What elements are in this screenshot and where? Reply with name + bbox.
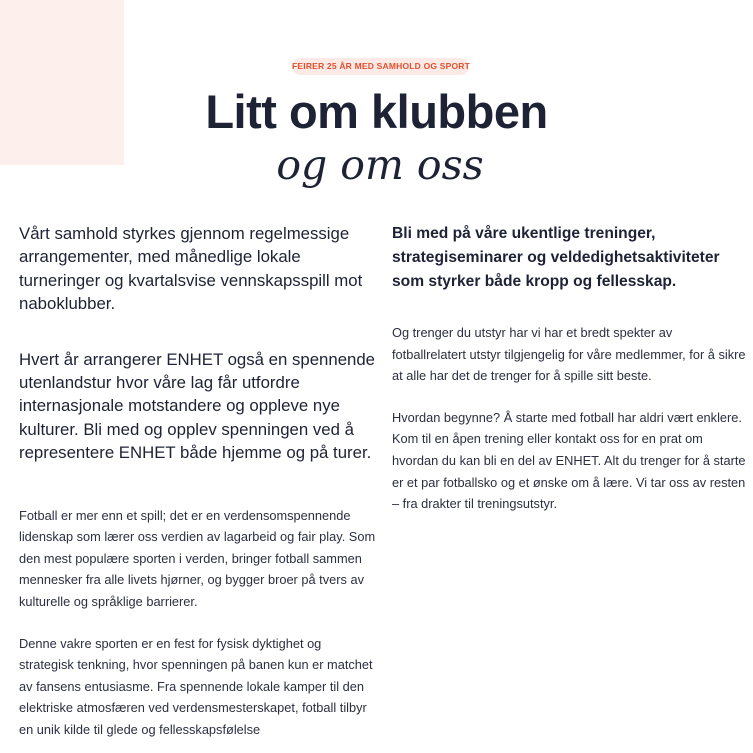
left-column bbox=[19, 222, 377, 741]
right-body-paragraph-1: Og trenger du utstyr har vi har et bredt spekter av fotballrelatert utstyr tilgjengelig for våre medlemmer, for å sikre at alle har det de trenger for å spille sitt beste. bbox=[392, 325, 746, 384]
left-body-paragraph-1: Fotball er mer enn et spill; det er en verdensomspennende lidenskap som lærer oss verdien av lagarbeid og fair play. Som den mest populære sporten i verden, bringer fotball sammen mennesker fra alle livets hjørner, og bygger broer på tvers av kulturelle og språklige barrierer. bbox=[19, 507, 376, 610]
right-column bbox=[392, 222, 748, 515]
right-lead-paragraph: Bli med på våre ukentlige treninger, strategiseminarer og veldedighetsaktiviteter som styrker både kropp og fellesskap. bbox=[392, 225, 720, 290]
page-subtitle: og om oss bbox=[276, 141, 484, 189]
page-title: Litt om klubben bbox=[205, 85, 548, 138]
anniversary-badge: FEIRER 25 ÅR MED SAMHOLD OG SPORT bbox=[292, 58, 469, 75]
left-body-paragraph-2: Denne vakre sporten er en fest for fysisk dyktighet og strategisk tenkning, hvor spenningen på banen kun er matchet av fansens entusiasme. Fra spennende lokale kamper til den elektriske atmosfæren ved verdensmesterskapet, fotball tilbyr en unik kilde til glede og fellesskapsfølelse bbox=[19, 635, 373, 737]
left-lead-paragraph-1: Vårt samhold styrkes gjennom regelmessige arrangementer, med månedlige lokale turneringer og kvartalsvise vennskapsspill mot naboklubber. bbox=[19, 224, 363, 314]
left-lead-paragraph-2: Hvert år arrangerer ENHET også en spennende utenlandstur hvor våre lag får utfordre internasjonale motstandere og oppleve nye kulturer. Bli med og opplev spenningen ved å representere ENHET både hjemme og på turer. bbox=[19, 349, 376, 463]
right-body-paragraph-2: Hvordan begynne? Å starte med fotball har aldri vært enklere. Kom til en åpen trening eller kontakt oss for en prat om hvordan du kan bli en del av ENHET. Alt du trenger for å starte er et par fotballsko og et ønske om å lære. Vi tar oss av resten – fra drakter til treningsutstyr. bbox=[392, 409, 746, 512]
